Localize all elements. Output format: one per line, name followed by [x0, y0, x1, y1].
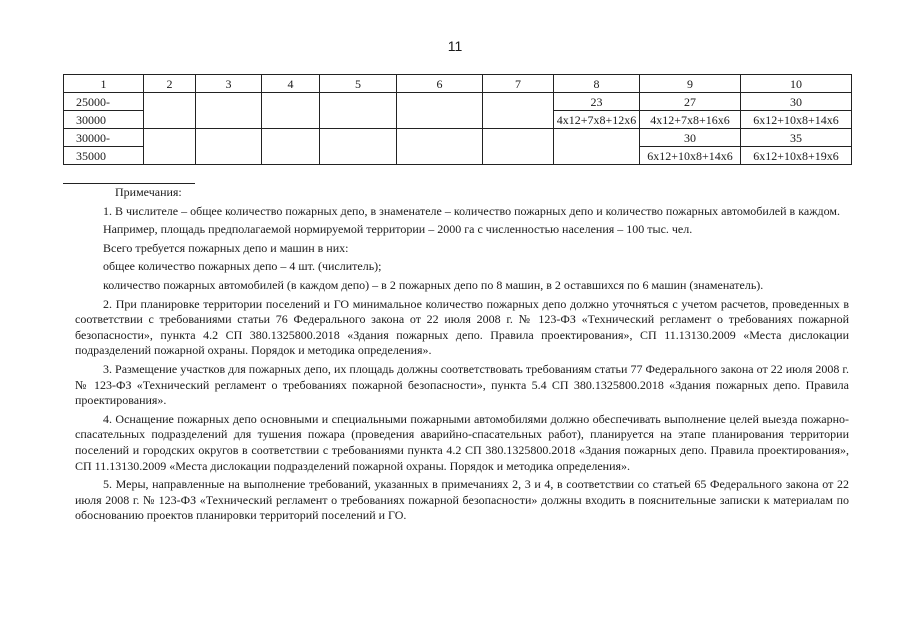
- table-cell: [397, 129, 483, 165]
- note-paragraph: общее количество пожарных депо – 4 шт. (числитель);: [103, 259, 382, 274]
- denominator-cell: 4x12+7x8+12x6: [554, 111, 640, 129]
- table-cell: [144, 93, 196, 129]
- denominator-cell: 6x12+10x8+19x6: [741, 147, 852, 165]
- depot-table: [63, 74, 852, 165]
- table-header-row: [64, 75, 852, 93]
- header-cell: 7: [483, 75, 554, 93]
- row-label: 30000: [64, 111, 144, 129]
- table-row: [64, 93, 852, 111]
- numerator-cell: 23: [554, 93, 640, 111]
- note-paragraph: 4. Оснащение пожарных депо основными и специальными пожарными автомобилями должно обеспечивать выполнение целей выезда пожарно-спасательных подразделений для тушения пожара (проведения аварийно-спасательных работ), планируется на этапе планирования территории поселений и городских округов в соответствии с требованиями пункта 4.2 СП 380.1325800.2018 «Здания пожарных депо. Правила проектирования», СП 11.13130.2009 «Места дислокации подразделений пожарной охраны. Порядок и методика определения».: [75, 411, 849, 473]
- note-paragraph: Всего требуется пожарных депо и машин в них:: [103, 240, 349, 255]
- row-label: 35000: [64, 147, 144, 165]
- numerator-cell: 30: [741, 93, 852, 111]
- numerator-cell: 35: [741, 129, 852, 147]
- page-number: 11: [447, 38, 463, 54]
- note-paragraph: 3. Размещение участков для пожарных депо, их площадь должны соответствовать требованиям статьи 77 Федерального закона от 22 июля 2008 г. № 123-ФЗ «Технический регламент о требованиях пожарной безопасности», пункта 5.4 СП 380.1325800.2018 «Здания пожарных депо. Правила проектирования».: [75, 361, 849, 408]
- header-cell: 10: [741, 75, 852, 93]
- header-cell: 5: [320, 75, 397, 93]
- row-label: 30000-: [64, 129, 144, 147]
- table-cell: [554, 129, 640, 165]
- denominator-cell: 4x12+7x8+16x6: [640, 111, 741, 129]
- note-paragraph: 5. Меры, направленные на выполнение требований, указанных в примечаниях 2, 3 и 4, в соответствии со статьей 65 Федерального закона от 22 июля 2008 г. № 123-ФЗ «Технический регламент о требованиях пожарной безопасности» должны входить в пояснительные записки к материалам по обоснованию проектов планировки территорий поселений и ГО.: [75, 477, 849, 523]
- table-cell: [196, 93, 262, 129]
- note-paragraph: Например, площадь предполагаемой нормируемой территории – 2000 га с численностью населения – 100 тыс. чел.: [103, 222, 693, 237]
- header-cell: 9: [640, 75, 741, 93]
- header-cell: 1: [64, 75, 144, 93]
- table-cell: [483, 93, 554, 129]
- notes-section: [75, 185, 849, 527]
- table-cell: [144, 129, 196, 165]
- footnote-divider: [63, 183, 195, 184]
- note-paragraph: 2. При планировке территории поселений и ГО минимальное количество пожарных депо должно уточняться с учетом расчетов, проведенных в соответствии с требованиями статьи 76 Федерального закона от 22 июля 2008 г. № 123-ФЗ «Технический регламент о требованиях пожарной безопасности», пункта 4.2 СП 380.1325800.2018 «Здания пожарных депо. Правила проектирования», СП 11.13130.2009 «Места дислокации подразделений пожарной охраны. Порядок и методика определения».: [75, 296, 849, 358]
- denominator-cell: 6x12+10x8+14x6: [741, 111, 852, 129]
- table-cell: [262, 129, 320, 165]
- notes-heading: Примечания:: [115, 185, 182, 199]
- table-cell: [483, 129, 554, 165]
- header-cell: 4: [262, 75, 320, 93]
- table-row: [64, 129, 852, 147]
- table-cell: [320, 129, 397, 165]
- row-label: 25000-: [64, 93, 144, 111]
- note-paragraph: 1. В числителе – общее количество пожарных депо, в знаменателе – количество пожарных депо и количество пожарных автомобилей в каждом.: [103, 203, 840, 218]
- header-cell: 8: [554, 75, 640, 93]
- table-cell: [262, 93, 320, 129]
- note-paragraph: количество пожарных автомобилей (в каждом депо) – в 2 пожарных депо по 8 машин, в 2 оставшихся по 6 машин (знаменатель).: [103, 277, 764, 292]
- table-cell: [320, 93, 397, 129]
- header-cell: 2: [144, 75, 196, 93]
- header-cell: 3: [196, 75, 262, 93]
- table-cell: [397, 93, 483, 129]
- numerator-cell: 27: [640, 93, 741, 111]
- header-cell: 6: [397, 75, 483, 93]
- numerator-cell: 30: [640, 129, 741, 147]
- table-cell: [196, 129, 262, 165]
- denominator-cell: 6x12+10x8+14x6: [640, 147, 741, 165]
